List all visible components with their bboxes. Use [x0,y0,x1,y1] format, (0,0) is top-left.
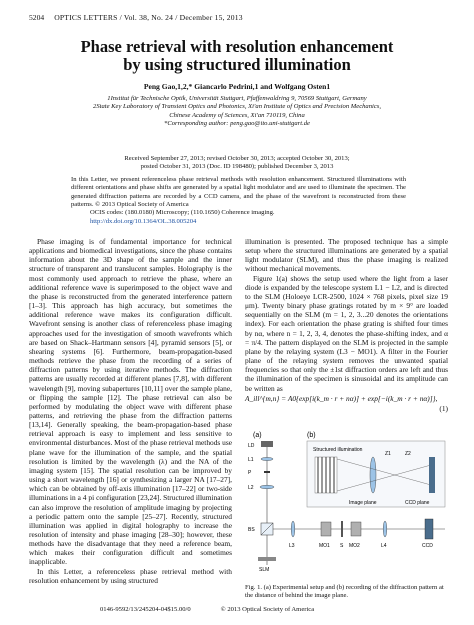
label-mo1: MO1 [319,543,330,549]
label-l2: L2 [248,485,254,491]
figure-label-a: (a) [253,432,262,439]
right-paragraph-2: Figure 1(a) shows the setup used where the light from a laser diode is expanded by the telescope system L1 − L2, and is directed to the SLM (Holoeye LCR-2500, 1024 × 768 pixels, pixel size 19 μm). Twenty binary phase gratings rotated by m × 9° are loaded sequentially on the SLM (m = 1, 2, 3...20 denotes the orientations index). For each orientation the phase grating is shifted four times by nα, where n = 1, 2, 3, 4, denotes the phase-shifting index, and α = π/4. The pattern displayed on the SLM is projected in the sample plane by the relaying system (L3 − MO1). A filter in the Fourier plane of the relaying system removes the unwanted spatial frequencies so that only the ±1st diffraction orders are left and thus the illumination of the specimen is sinusoidal and its amplitude can be written as [245,273,448,393]
affiliation-3: Chinese Academy of Sciences, Xi'an 710119, China [169,111,305,119]
copyright: © 2013 Optical Society of America [220,606,315,613]
affiliations [0,95,474,129]
lens-l3 [291,521,295,537]
figure-label-b: (b) [307,432,316,439]
intro-paragraph: Phase imaging is of fundamental importance for technical applications and biomedical investigations, since the phase contains information about the 3D shape of the sample and the inner structure of transparent and translucent samples. Holography is the most commonly used approach to retrieve the phase, where an additional reference wave is superimposed to the object wave and the phase is reconstructed from the generated interference pattern [1–3]. This approach has high accuracy, but sometimes the additional reference wave makes its configuration difficult. Wavefront sensing is another class of referenceless phase imaging approaches used for the investigation of smooth wavefronts which are based on Shack–Hartmann sensors [4], pyramid sensors [5], or shearing systems [6]. Furthermore, beam-propagation-based methods retrieve the phase from the recording of a series of diffraction patterns by using iterative methods. The diffraction patterns are usually recorded at different planes [7,8], with different wavelength [9], moving subapertures [10,11] over the sample plane, or flipping the sample [12]. The phase retrieval can also be performed by modulating the object wave with different phase patterns, and retrieving the phase from the diffraction patterns [13,14]. Generally speaking, the beam-propagation-based phase retrieval approach is easy to implement and less sensitive to environmental disturbances. Most of the phase retrieval methods use plane wave for the illumination of the sample, and the spatial resolution is limited by the wavelength (λ) and the NA of the imaging system [15]. The spatial resolution can be improved by using a short wavelength [16] or synthesizing a larger NA [17–27], which can be obtained by off-axis illumination [17–22] or two-side illuminations in a 4 pi configuration [23,24]. Structured illumination can also improve the resolution of amplitude imaging by projecting a periodic pattern onto the sample [25–27]. Recently, structured illumination was applied in digital holography to increase the resolution of intensity and phase imaging [28–30]; however, these methods have the disadvantage that they need a reference beam, which makes their configuration difficult and sometimes inapplicable. [29,237,232,567]
affiliation-1: 1Institut für Technische Optik, Universität Stuttgart, Pfaffenwaldring 9, 70569 Stuttgart, Germany [107,95,367,102]
sample [341,521,343,537]
structured-illumination-label: Structured illumination [313,447,363,453]
label-l4: L4 [381,543,387,549]
label-mo2: MO2 [349,543,360,549]
lens-l1 [261,457,273,460]
page-footer [100,606,400,613]
paper-title: Phase retrieval with resolution enhancement by using structured illumination [80,37,394,74]
journal-info: OPTICS LETTERS / Vol. 38, No. 24 / December 15, 2013 [54,13,243,22]
equation-number: (1) [439,404,448,413]
inset-lens [370,457,376,493]
lens-l2 [260,485,274,489]
affiliation-2: 2State Key Laboratory of Transient Optics and Photonics, Xi'an Institute of Optics and Precision Mechanics, [93,103,381,111]
lens-l4 [383,521,387,537]
intro-paragraph-2: In this Letter, a referenceless phase retrieval method with resolution enhancement by using structured [29,566,232,585]
ccd-camera [425,519,433,539]
label-bs: BS [248,527,255,533]
page-number: 5204 [29,13,45,22]
label-l1: L1 [248,457,254,463]
label-ld: LD [248,443,255,449]
setup-diagram [245,425,448,581]
label-ccd: CCD [422,543,433,549]
inset-ccd [429,457,435,493]
label-slm: SLM [259,567,270,573]
pinhole [264,471,270,473]
fringe-pattern [315,457,337,493]
running-header [29,13,445,22]
article-code: 0146-9592/13/245204-04$15.00/0 [100,606,191,613]
corresponding-author: *Corresponding author: peng.gao@ito.uni-stuttgart.de [164,120,310,128]
abstract: In this Letter, we present referenceless phase retrieval methods with resolution enhancement. Structured illuminations with different orientations and phase shifts are generated by a spatial light modulator and are used to illuminate the specimen. The generated diffraction patterns are recorded by a CCD camera, and the phase of the wavefront is reconstructed from these patterns. © 2013 Optical Society of America [71,176,406,209]
label-z2: Z2 [405,451,411,457]
equation-1: A_ill^{m,n} = A0{exp[i(k_m · r + nα)] + exp[−i(k_m · r + nα)]}, [245,394,438,403]
label-s: S [340,543,344,549]
label-z1: Z1 [385,451,391,457]
doi-link[interactable]: http://dx.doi.org/10.1364/OL.38.005204 [90,218,197,225]
image-plane-label: Image plane [349,500,377,506]
label-p: P [248,470,252,476]
ccd-plane-label: CCD plane [405,500,430,506]
author-list: Peng Gao,1,2,* Giancarlo Pedrini,1 and Wolfgang Osten1 [143,82,331,91]
figure-caption: Fig. 1. (a) Experimental setup and (b) recording of the diffraction pattern at the distance of behind the image plane. [245,584,444,600]
left-column [29,237,232,585]
right-paragraph-1: illumination is presented. The proposed technique has a simple setup where the structured illuminations are generated by a spatial light modulator (SLM), and thus the phase imaging is realized without mechanical movements. [245,237,448,274]
right-column [245,237,448,393]
label-l3: L3 [289,543,295,549]
objective-mo2 [351,522,361,536]
ocis-codes: OCIS codes: (180.0180) Microscopy; (110.1650) Coherence imaging. [90,209,275,216]
figure-1 [245,425,448,581]
laser-diode [261,441,273,447]
slm [258,557,276,561]
objective-mo1 [321,522,331,536]
publication-dates: Received September 27, 2013; revised October 30, 2013; accepted October 30, 2013; posted October 31, 2013 (Doc. ID 198480); published December 3, 2013 [124,155,350,171]
